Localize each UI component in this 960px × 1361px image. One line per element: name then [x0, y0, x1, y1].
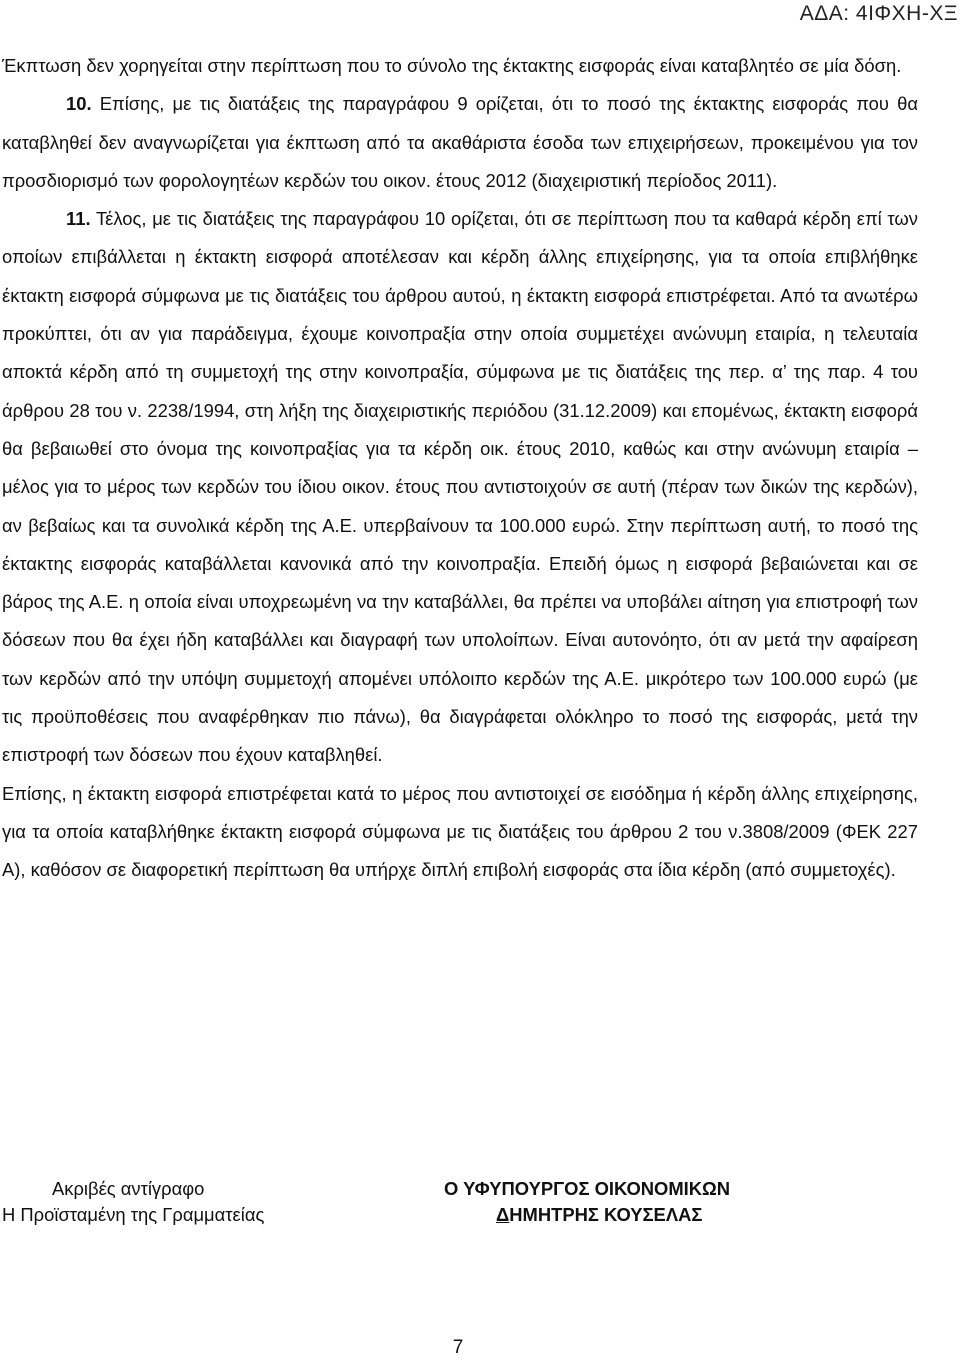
paragraph-10-number: 10.	[66, 93, 92, 115]
paragraph-refund: Επίσης, η έκτακτη εισφορά επιστρέφεται κατά το μέρος που αντιστοιχεί σε εισόδημα ή κέρδη άλλης επιχείρησης, για τα οποία καταβλήθηκε έκτακτη εισφορά σύμφωνα με τις διατάξεις του άρθρου 2 του ν.3808/2009 (ΦΕΚ 227 Α), καθόσον σε διαφορετική περίπτωση θα υπήρχε διπλή επιβολή εισφοράς στα ίδια κέρδη (από συμμετοχές).	[2, 782, 918, 881]
paragraph-11-text: Τέλος, με τις διατάξεις της παραγράφου 10 ορίζεται, ότι σε περίπτωση που τα καθαρά κέρδη επί των οποίων επιβάλλεται η έκτακτη εισφορά αποτέλεσαν και κέρδη άλλης επιχείρησης, για τα οποία επιβλήθηκε έκτακτη εισφορά σύμφωνα με τις διατάξεις του άρθρου αυτού, η έκτακτη εισφορά επιστρέφεται. Από τα ανωτέρω προκύπτει, ότι αν για παράδειγμα, έχουμε κοινοπραξία στην οποία συμμετέχει ανώνυμη εταιρία, η τελευταία αποκτά κέρδη από τη συμμετοχή της στην κοινοπραξία, σύμφωνα με τις διατάξεις της περ. α’ της παρ. 4 του άρθρου 28 του ν. 2238/1994, στη λήξη της διαχειριστικής περιόδου (31.12.2009) και επομένως, έκτακτη εισφορά θα βεβαιωθεί στο όνομα της κοινοπραξίας για τα κέρδη οικ. έτους 2010, καθώς και στην ανώνυμη εταιρία – μέλος για το μέρος των κερδών του ίδιου οικον. έτους που αντιστοιχούν σε αυτή (πέραν των δικών της κερδών), αν βεβαίως και τα συνολικά κέρδη της Α.Ε. υπερβαίνουν τα 100.000 ευρώ. Στην περίπτωση αυτή, το ποσό της έκτακτης εισφοράς καταβάλλεται κανονικά από την κοινοπραξία. Επειδή όμως η εισφορά βεβαιώνεται και σε βάρος της Α.Ε. η οποία είναι υποχρεωμένη να την καταβάλλει, θα πρέπει να υποβάλει αίτηση για επιστροφή των δόσεων που θα έχει ήδη καταβάλλει και διαγραφή των υπολοίπων. Είναι αυτονόητο, ότι αν μετά την αφαίρεση των κερδών από την υπόψη συμμετοχή απομένει υπόλοιπο κερδών της Α.Ε. μικρότερο των 100.000 ευρώ (με τις προϋποθέσεις που αναφέρθηκαν πιο πάνω), θα διαγράφεται ολόκληρο το ποσό της εισφοράς, μετά την επιστροφή των δόσεων που έχουν καταβληθεί.	[2, 208, 918, 766]
signature-left-line2: Η Προϊσταμένη της Γραμματείας	[2, 1204, 265, 1225]
ada-code: ΑΔΑ: 4ΙΦΧΗ-ΧΞ	[799, 2, 958, 25]
paragraph-10-text: Επίσης, με τις διατάξεις της παραγράφου 9 ορίζεται, ότι το ποσό της έκτακτης εισφοράς που θα καταβληθεί δεν αναγνωρίζεται για έκπτωση από τα ακαθάριστα έσοδα των επιχειρήσεων, προκειμένου για τον προσδιορισμό των φορολογητέων κερδών του οικον. έτους 2012 (διαχειριστική περίοδος 2011).	[2, 93, 918, 191]
signature-name-rest: ΗΜΗΤΡΗΣ ΚΟΥΣΕΛΑΣ	[509, 1204, 703, 1225]
signature-name-initial: Δ	[496, 1204, 510, 1225]
page-number: 7	[452, 1337, 464, 1358]
signature-right-title: Ο ΥΦΥΠΟΥΡΓΟΣ ΟΙΚΟΝΟΜΙΚΩΝ	[444, 1178, 731, 1199]
signature-right	[444, 1176, 824, 1228]
paragraph-11	[2, 200, 918, 774]
paragraph-11-number: 11.	[66, 208, 91, 230]
signature-left-line1: Ακριβές αντίγραφο	[52, 1178, 205, 1199]
signature-right-name	[444, 1202, 824, 1228]
paragraph-discount-note: Έκπτωση δεν χορηγείται στην περίπτωση που το σύνολο της έκτακτης εισφοράς είναι καταβλητέο σε μία δόση.	[2, 55, 902, 76]
paragraph-10	[2, 85, 918, 200]
signature-left	[2, 1176, 342, 1228]
document-body	[2, 47, 918, 890]
